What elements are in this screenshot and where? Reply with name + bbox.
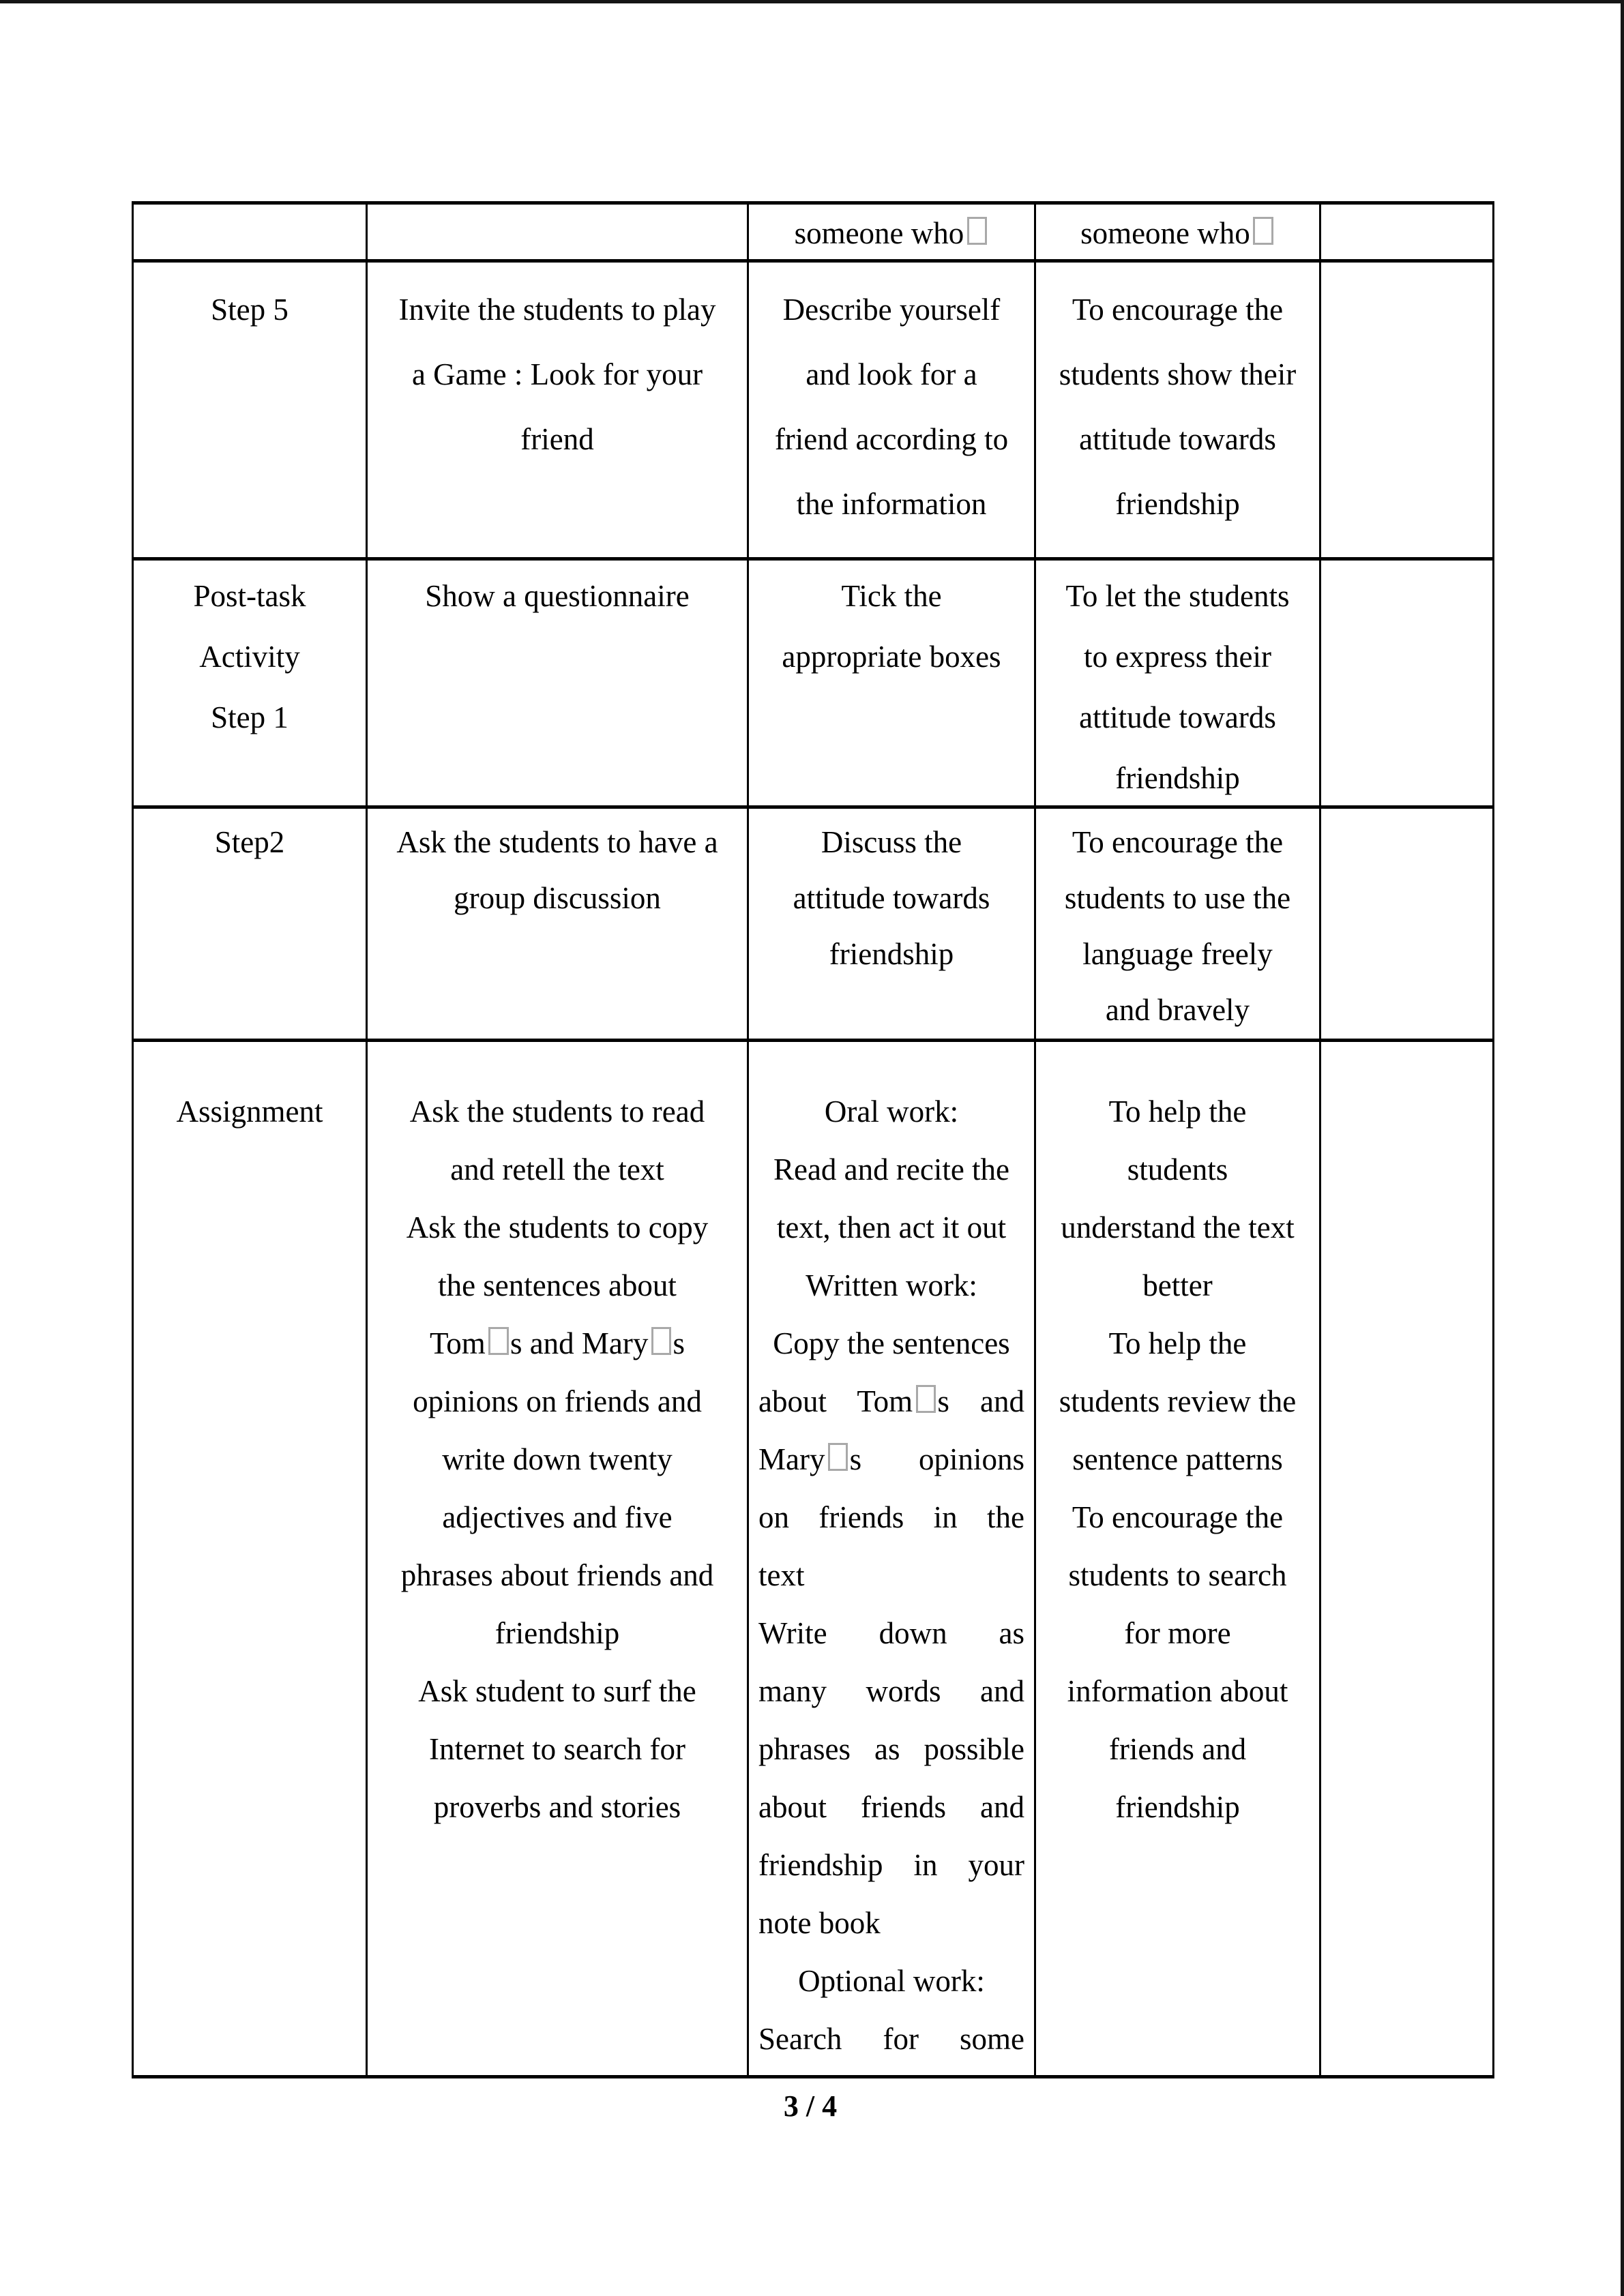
cell-remarks [1320,559,1494,807]
text-line: Assignment [176,1094,323,1129]
text-line: Step2 [214,825,285,859]
text-line: appropriate boxes [782,640,1001,674]
row-step-5 [133,261,1494,559]
cell-teacher-activity [367,261,748,559]
text-line: language freely [1082,937,1273,971]
cell-student-activity [748,1041,1035,2077]
text-line: students to search [1068,1558,1287,1592]
text-line: understand the text [1061,1210,1295,1244]
text-line: friendship in your [758,1848,1024,1882]
text-line: Copy the sentences [773,1326,1010,1360]
cell-step [133,559,367,807]
text-line: better [1142,1268,1213,1302]
text-line: many words and [758,1674,1024,1708]
missing-glyph-box [916,1385,936,1413]
text-line: Oral work: [824,1094,959,1129]
text-line: friendship [494,1616,620,1650]
text-line: attitude towards [1079,422,1276,456]
text-line: Internet to search for [428,1732,686,1766]
missing-glyph-box [967,217,987,245]
text-line: opinions on friends and [413,1384,702,1418]
text-line: Describe yourself [782,293,1001,327]
text-line: Tom s and Mary s [429,1326,685,1360]
text-line: phrases as possible [758,1732,1024,1766]
text-line: Show a questionnaire [425,579,690,613]
text-line: Discuss the [821,825,962,859]
text-line: Invite the students to play [398,293,716,327]
text-line: friendship [829,937,954,971]
row-assignment [133,1041,1494,2077]
text-line: To encourage the [1072,825,1284,859]
cell-teacher-activity [367,559,748,807]
text-line: friendship [1115,761,1240,795]
text-line: on friends in the [758,1500,1024,1534]
cell-remarks [1320,261,1494,559]
text-line: adjectives and five [442,1500,673,1534]
cell-teacher-activity [367,203,748,261]
row-continuation [133,203,1494,261]
text-line: To help the [1108,1326,1247,1360]
missing-glyph-box [828,1443,848,1471]
cell-student-activity [748,807,1035,1041]
text-line: a Game : Look for your [411,357,703,391]
text-line: Tick the [841,579,942,613]
cell-step [133,1041,367,2077]
text-line: Ask student to surf the [418,1674,696,1708]
text-line: attitude towards [1079,700,1276,734]
cell-remarks [1320,203,1494,261]
text-line: Read and recite the [773,1152,1010,1187]
text-line: phrases about friends and [400,1558,714,1592]
text-line: friendship [1115,487,1240,521]
cell-purpose [1035,807,1320,1041]
text-line: Step 1 [211,700,289,734]
cell-purpose [1035,559,1320,807]
text-line: To encourage the [1072,293,1284,327]
cell-purpose [1035,261,1320,559]
row-post-task-step-1 [133,559,1494,807]
cell-remarks [1320,807,1494,1041]
cell-teacher-activity [367,807,748,1041]
text-line: group discussion [454,881,661,915]
text-line: Ask the students to copy [406,1210,709,1244]
text-line: to express their [1084,640,1271,674]
text-line: Written work: [806,1268,977,1302]
lesson-plan-table-body [133,203,1494,2077]
text-line: students show their [1059,357,1297,391]
text-line: the sentences about [438,1268,677,1302]
text-line: about friends and [758,1790,1024,1824]
cell-teacher-activity [367,1041,748,2077]
text-line: Write down as [758,1616,1024,1650]
text-line: students review the [1059,1384,1297,1418]
cell-student-activity [748,559,1035,807]
text-line: and retell the text [450,1152,664,1187]
text-line: Mary s opinions [758,1442,1024,1476]
cell-step [133,203,367,261]
text-line: someone who [758,211,1024,255]
text-line: Activity [199,640,300,674]
missing-glyph-box [651,1327,671,1355]
lesson-plan-table [132,201,1494,2078]
text-line: students [1127,1152,1228,1187]
text-line: students to use the [1064,881,1291,915]
text-line: text, then act it out [776,1210,1007,1244]
text-line: information about [1067,1674,1288,1708]
cell-student-activity [748,261,1035,559]
text-line: and bravely [1105,993,1250,1027]
text-line: friendship [1115,1790,1240,1824]
text-line: attitude towards [793,881,990,915]
row-step-2 [133,807,1494,1041]
text-line: Ask the students to read [409,1094,705,1129]
text-line: friend according to [774,422,1009,456]
cell-purpose [1035,203,1320,261]
text-line: sentence patterns [1072,1442,1283,1476]
text-line: To help the [1108,1094,1247,1129]
text-line: note book [758,1906,881,1940]
text-line: Optional work: [798,1964,985,1998]
text-line: Ask the students to have a [396,825,718,859]
page-number: 3 / 4 [783,2089,838,2123]
text-line: proverbs and stories [433,1790,681,1824]
text-line: write down twenty [442,1442,673,1476]
text-line: To let the students [1065,579,1290,613]
text-line: text [758,1558,805,1592]
text-line: someone who [1046,211,1310,255]
text-line: about Tom s and [758,1384,1024,1418]
text-line: friends and [1108,1732,1247,1766]
missing-glyph-box [1253,217,1273,245]
text-line: for more [1124,1616,1231,1650]
cell-remarks [1320,1041,1494,2077]
cell-student-activity [748,203,1035,261]
cell-purpose [1035,1041,1320,2077]
text-line: friend [520,422,594,456]
cell-step [133,807,367,1041]
text-line: To encourage the [1072,1500,1284,1534]
missing-glyph-box [488,1327,508,1355]
cell-step [133,261,367,559]
text-line: Step 5 [211,293,289,327]
text-line: and look for a [806,357,977,391]
text-line: Post-task [193,579,306,613]
text-line: the information [796,487,987,521]
text-line: Search for some [758,2022,1024,2056]
